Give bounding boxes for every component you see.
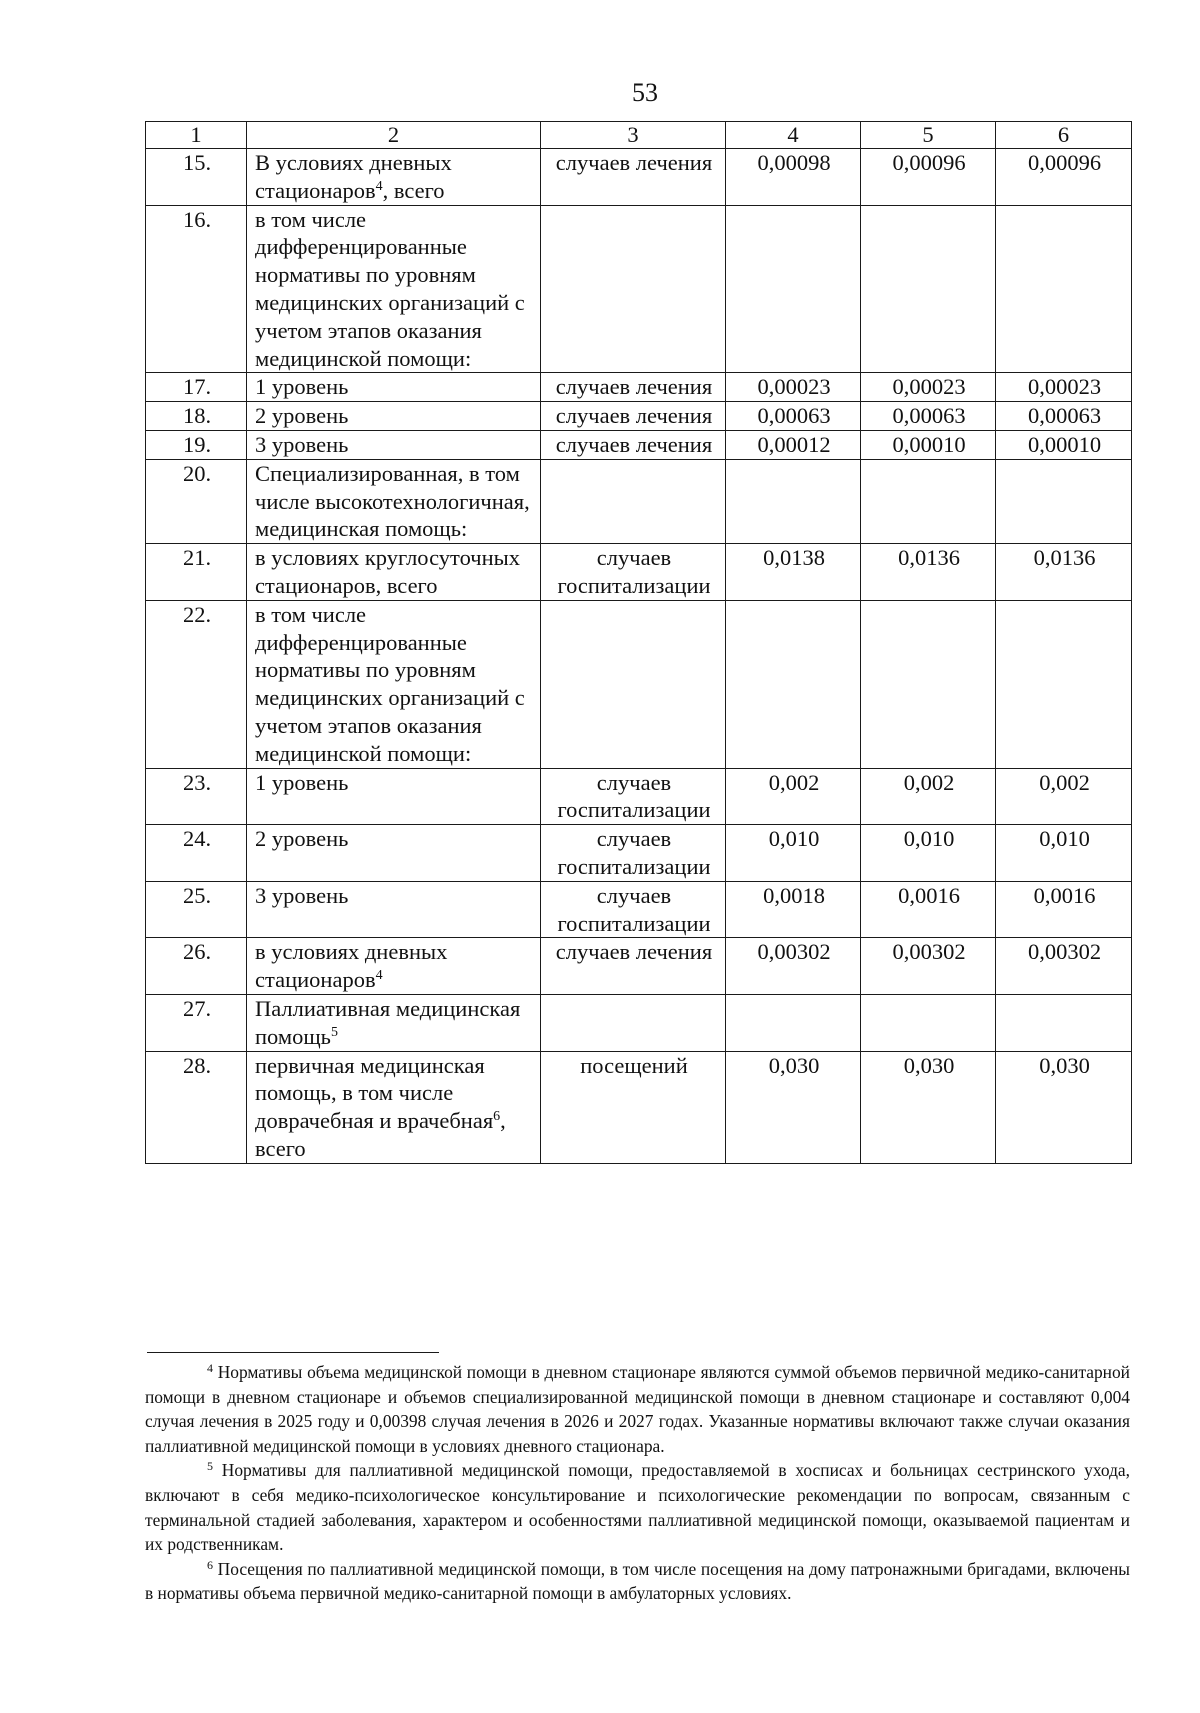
norms-table (145, 121, 1132, 1164)
row-name-text: Специализированная, в том числе высокотехнологичная, медицинская помощь: (255, 460, 530, 542)
footnote-ref: 5 (330, 1024, 338, 1040)
footnotes (145, 1360, 1130, 1606)
table-row (146, 205, 1132, 373)
table-row (146, 373, 1132, 402)
row-name-text: в условиях круглосуточных стационаров, всего (255, 545, 520, 598)
row-unit (541, 205, 726, 373)
row-name (247, 768, 541, 825)
row-number: 19. (146, 430, 247, 459)
row-value-2027 (996, 205, 1132, 373)
footnote-mark: 4 (207, 1361, 213, 1375)
header-col-5: 5 (861, 122, 996, 149)
row-unit: случаев госпитализации (541, 881, 726, 938)
table-row (146, 402, 1132, 431)
row-value-2025 (726, 600, 861, 768)
row-value-2025 (726, 459, 861, 543)
row-unit (541, 994, 726, 1051)
table-row (146, 994, 1132, 1051)
row-name (247, 149, 541, 206)
row-value-2025: 0,00302 (726, 938, 861, 995)
row-name (247, 205, 541, 373)
row-number: 28. (146, 1051, 247, 1163)
row-number: 17. (146, 373, 247, 402)
row-value-2025: 0,0018 (726, 881, 861, 938)
table-row (146, 600, 1132, 768)
table-row (146, 881, 1132, 938)
row-value-2026 (861, 600, 996, 768)
row-name-suffix: , всего (382, 177, 445, 203)
row-unit (541, 600, 726, 768)
footnote-separator (147, 1352, 439, 1353)
row-name-suffix: , всего (255, 1108, 506, 1161)
row-unit: случаев лечения (541, 938, 726, 995)
row-name-text: 3 уровень (255, 882, 349, 908)
row-value-2027: 0,002 (996, 768, 1132, 825)
row-value-2027: 0,0136 (996, 544, 1132, 601)
footnote-4 (145, 1360, 1130, 1458)
header-col-4: 4 (726, 122, 861, 149)
row-number: 18. (146, 402, 247, 431)
row-name (247, 994, 541, 1051)
row-name-text: В условиях дневных стационаров (255, 150, 452, 203)
row-value-2027 (996, 994, 1132, 1051)
table-header-row (146, 122, 1132, 149)
table-row (146, 1051, 1132, 1163)
row-number: 20. (146, 459, 247, 543)
table-row (146, 459, 1132, 543)
row-value-2025: 0,0138 (726, 544, 861, 601)
row-value-2026: 0,030 (861, 1051, 996, 1163)
row-value-2027: 0,0016 (996, 881, 1132, 938)
row-name (247, 373, 541, 402)
row-number: 27. (146, 994, 247, 1051)
footnote-6 (145, 1557, 1130, 1606)
row-unit: посещений (541, 1051, 726, 1163)
footnote-ref: 6 (493, 1109, 501, 1125)
table-row (146, 544, 1132, 601)
row-value-2026: 0,00010 (861, 430, 996, 459)
row-value-2027 (996, 459, 1132, 543)
row-number: 26. (146, 938, 247, 995)
row-name-text: Паллиативная медицинская помощь (255, 995, 521, 1049)
row-name-text: первичная медицинская помощь, в том числе доврачебная и врачебная (255, 1052, 494, 1134)
footnote-text: Нормативы для паллиативной медицинской помощи, предоставляемой в хосписах и больницах сестринского ухода, включают в себя медико-психологическое консультирование и психологические рекомендации по вопросам, связанным с терминальной стадией заболевания, характером и особенностями паллиативной медицинской помощи, оказываемой пациентам и их родственникам. (145, 1460, 1130, 1555)
footnote-ref: 4 (375, 968, 383, 984)
table-body (146, 149, 1132, 1164)
row-value-2027: 0,00096 (996, 149, 1132, 206)
row-value-2027 (996, 600, 1132, 768)
row-value-2027: 0,00302 (996, 938, 1132, 995)
row-number: 21. (146, 544, 247, 601)
row-value-2025 (726, 205, 861, 373)
row-value-2025 (726, 994, 861, 1051)
table-row (146, 825, 1132, 882)
row-value-2026: 0,002 (861, 768, 996, 825)
row-name-text: в условиях дневных стационаров (255, 939, 448, 993)
table-row (146, 768, 1132, 825)
row-value-2026: 0,00096 (861, 149, 996, 206)
row-value-2026: 0,00023 (861, 373, 996, 402)
header-col-2: 2 (247, 122, 541, 149)
row-name (247, 881, 541, 938)
row-name (247, 1051, 541, 1163)
table-row (146, 938, 1132, 995)
row-name-text: в том числе дифференцированные нормативы по уровням медицинских организаций с учетом этапов оказания медицинской помощи: (255, 601, 525, 766)
row-name-text: в том числе дифференцированные нормативы по уровням медицинских организаций с учетом этапов оказания медицинской помощи: (255, 206, 525, 371)
footnote-ref: 4 (375, 178, 383, 194)
page-number: 53 (632, 78, 658, 107)
row-unit: случаев госпитализации (541, 825, 726, 882)
table-row (146, 149, 1132, 206)
row-unit: случаев лечения (541, 430, 726, 459)
row-value-2027: 0,00010 (996, 430, 1132, 459)
row-value-2025: 0,00098 (726, 149, 861, 206)
footnote-mark: 6 (207, 1557, 213, 1572)
row-number: 15. (146, 149, 247, 206)
row-name (247, 402, 541, 431)
row-name (247, 544, 541, 601)
row-value-2026 (861, 205, 996, 373)
row-number: 23. (146, 768, 247, 825)
row-value-2025: 0,00012 (726, 430, 861, 459)
row-value-2026 (861, 459, 996, 543)
table-row (146, 430, 1132, 459)
footnote-5 (145, 1458, 1130, 1556)
row-value-2026: 0,00302 (861, 938, 996, 995)
row-unit: случаев лечения (541, 149, 726, 206)
row-name (247, 825, 541, 882)
row-name-text: 1 уровень (255, 769, 349, 795)
header-col-6: 6 (996, 122, 1132, 149)
row-number: 22. (146, 600, 247, 768)
row-value-2025: 0,002 (726, 768, 861, 825)
row-number: 16. (146, 205, 247, 373)
row-unit (541, 459, 726, 543)
row-unit: случаев госпитализации (541, 544, 726, 601)
row-value-2025: 0,010 (726, 825, 861, 882)
footnote-text: Нормативы объема медицинской помощи в дневном стационаре являются суммой объемов первичной медико-санитарной помощи в дневном стационаре и объемов специализированной медицинской помощи в дневном стационаре и составляют 0,004 случая лечения в 2025 году и 0,00398 случая лечения в 2026 и 2027 годах. Указанные нормативы включают также случаи оказания паллиативной медицинской помощи в условиях дневного стационара. (145, 1362, 1130, 1456)
row-value-2027: 0,010 (996, 825, 1132, 882)
row-number: 24. (146, 825, 247, 882)
row-name (247, 600, 541, 768)
row-value-2026: 0,0016 (861, 881, 996, 938)
header-col-3: 3 (541, 122, 726, 149)
row-unit: случаев госпитализации (541, 768, 726, 825)
row-value-2026: 0,0136 (861, 544, 996, 601)
row-unit: случаев лечения (541, 373, 726, 402)
row-value-2026: 0,00063 (861, 402, 996, 431)
row-value-2025: 0,030 (726, 1051, 861, 1163)
row-name-text: 2 уровень (255, 403, 349, 429)
row-name (247, 430, 541, 459)
row-value-2027: 0,00063 (996, 402, 1132, 431)
row-name (247, 938, 541, 995)
row-number: 25. (146, 881, 247, 938)
row-value-2027: 0,030 (996, 1051, 1132, 1163)
row-name-text: 3 уровень (255, 431, 349, 457)
row-name (247, 459, 541, 543)
row-value-2026: 0,010 (861, 825, 996, 882)
row-value-2025: 0,00063 (726, 402, 861, 431)
footnote-mark: 5 (207, 1459, 213, 1474)
row-name-text: 1 уровень (255, 374, 349, 400)
row-value-2027: 0,00023 (996, 373, 1132, 402)
row-name-text: 2 уровень (255, 826, 349, 852)
footnote-text: Посещения по паллиативной медицинской помощи, в том числе посещения на дому патронажными бригадами, включены в нормативы объема первичной медико-санитарной помощи в амбулаторных условиях. (145, 1558, 1130, 1604)
row-value-2025: 0,00023 (726, 373, 861, 402)
header-col-1: 1 (146, 122, 247, 149)
row-unit: случаев лечения (541, 402, 726, 431)
row-value-2026 (861, 994, 996, 1051)
